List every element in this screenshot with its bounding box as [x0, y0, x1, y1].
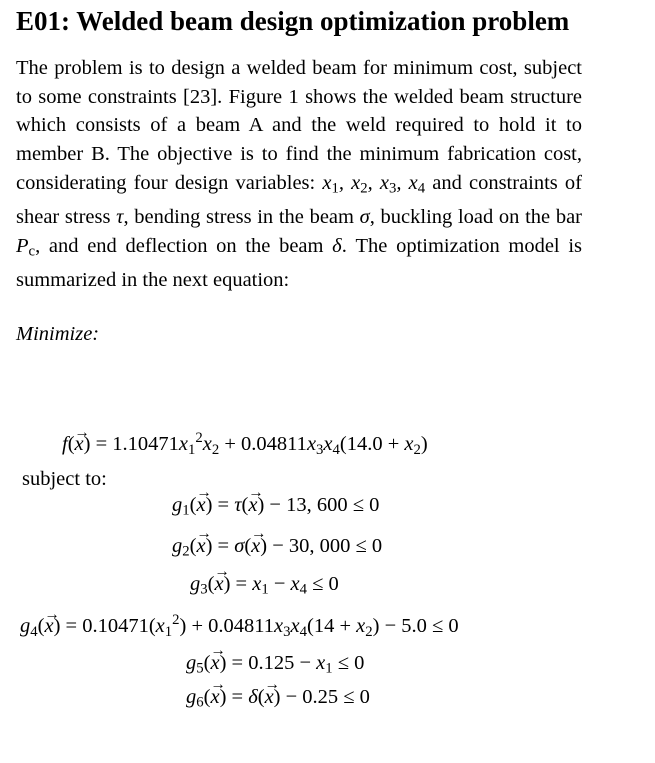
subject-to-label: subject to:: [22, 468, 107, 490]
objective-function: $f(\to x) = 1.10471x_1^2x_2 + 0.04811x_3x_4(14.0 + x_2)$: [62, 430, 428, 459]
sigma-symbol: σ: [359, 206, 370, 229]
pc-symbol: $P_c$: [16, 234, 36, 260]
constraint-g6: $g_6(\to x) = \delta(\to x) - 0.25 \le 0$: [186, 686, 370, 712]
page-title: E01: Welded beam design optimization problem: [16, 6, 570, 36]
constraint-g1: $g_1(\to x) = \tau(\to x) - 13$, 600 ≤ 0: [172, 494, 379, 520]
description-part-4: , buckling load on the bar: [369, 206, 582, 229]
problem-description: [16, 54, 582, 295]
page: [16, 6, 582, 346]
description-part-1: The problem is to design a welded beam for minimum cost, subject to some constraints [23]. Figure 1 shows the welded beam structure which consists of a beam A and the weld required to hold it to member B. The objective is to find the minimum fabrication cost, considerating four design variables:: [16, 57, 582, 194]
delta-symbol: δ: [332, 234, 342, 257]
constraint-g3: $g_3(\to x) = x_1 - x_4 \le 0$: [190, 573, 339, 599]
constraint-g2: $g_2(\to x) = \sigma(\to x) - 30$, 000 ≤ 0: [172, 535, 382, 561]
description-part-3: , bending stress in the beam: [123, 206, 360, 229]
constraint-g4: $g_4(\to x) = 0.10471(x_1^2) + 0.04811x_3x_4(14 + x_2) - 5.0 \le 0$: [20, 612, 459, 641]
description-part-6: . The optimization model is summarized in the next equation:: [16, 234, 582, 292]
minimize-label: Minimize:: [16, 323, 100, 345]
description-part-2: and constraints of shear stress: [16, 171, 582, 229]
tau-symbol: τ: [116, 206, 124, 229]
variables-list: $x_1$, $x_2$, $x_3$, $x_4$: [322, 171, 426, 197]
constraint-g5: $g_5(\to x) = 0.125 - x_1 \le 0$: [186, 652, 364, 678]
description-part-5: , and end deflection on the beam: [35, 234, 333, 257]
